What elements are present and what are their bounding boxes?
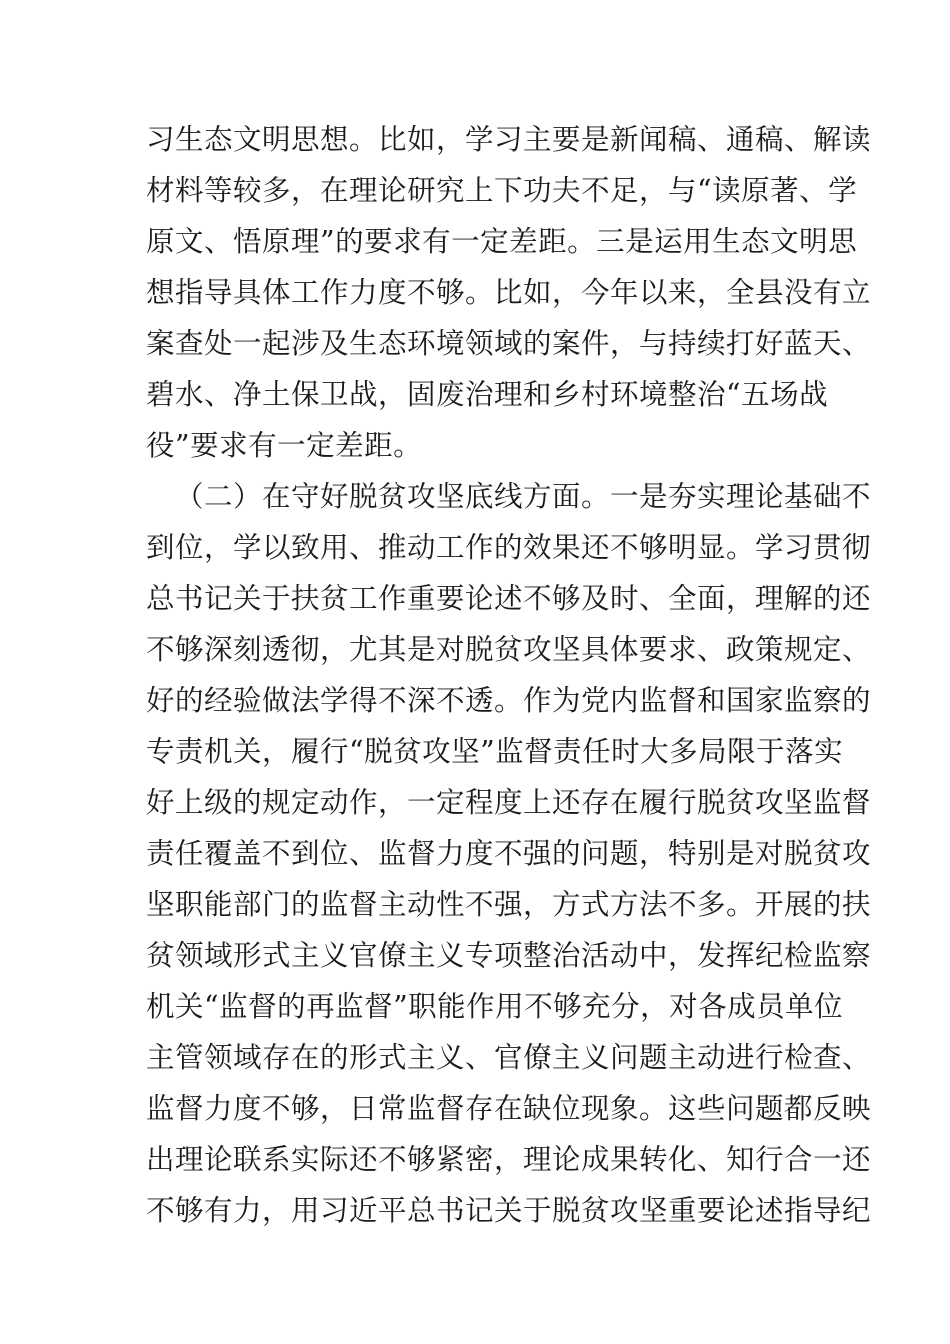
text-line: 想指导具体工作力度不够。比如，今年以来，全县没有立: [146, 276, 872, 309]
text-line: 总书记关于扶贫工作重要论述不够及时、全面，理解的还: [146, 582, 872, 615]
text-line: 主管领域存在的形式主义、官僚主义问题主动进行检查、: [146, 1041, 872, 1074]
text-line: 专责机关，履行“脱贫攻坚”监督责任时大多局限于落实: [146, 735, 844, 768]
text-line: 好上级的规定动作，一定程度上还存在履行脱贫攻坚监督: [146, 786, 872, 819]
paragraph-heading-line: （二）在守好脱贫攻坚底线方面。一是夯实理论基础不: [175, 480, 872, 513]
text-line: 役”要求有一定差距。: [146, 429, 423, 462]
text-line: 碧水、净土保卫战，固废治理和乡村环境整治“五场战: [146, 378, 829, 411]
text-line: 责任覆盖不到位、监督力度不强的问题，特别是对脱贫攻: [146, 837, 872, 870]
text-line: 不够深刻透彻，尤其是对脱贫攻坚具体要求、政策规定、: [146, 633, 872, 666]
text-line: 贫领域形式主义官僚主义专项整治活动中，发挥纪检监察: [146, 939, 872, 972]
text-line: 材料等较多，在理论研究上下功夫不足，与“读原著、学: [146, 174, 858, 207]
text-line: 案查处一起涉及生态环境领域的案件，与持续打好蓝天、: [146, 327, 872, 360]
text-line: 习生态文明思想。比如，学习主要是新闻稿、通稿、解读: [146, 123, 872, 156]
text-line: 坚职能部门的监督主动性不强，方式方法不多。开展的扶: [146, 888, 872, 921]
text-line: 出理论联系实际还不够紧密，理论成果转化、知行合一还: [146, 1143, 872, 1176]
text-line: 不够有力，用习近平总书记关于脱贫攻坚重要论述指导纪: [146, 1194, 872, 1227]
text-line: 监督力度不够，日常监督存在缺位现象。这些问题都反映: [146, 1092, 872, 1125]
text-line: 好的经验做法学得不深不透。作为党内监督和国家监察的: [146, 684, 872, 717]
text-line: 机关“监督的再监督”职能作用不够充分，对各成员单位: [146, 990, 844, 1023]
text-line: 原文、悟原理”的要求有一定差距。三是运用生态文明思: [146, 225, 858, 258]
text-line: 到位，学以致用、推动工作的效果还不够明显。学习贯彻: [146, 531, 872, 564]
